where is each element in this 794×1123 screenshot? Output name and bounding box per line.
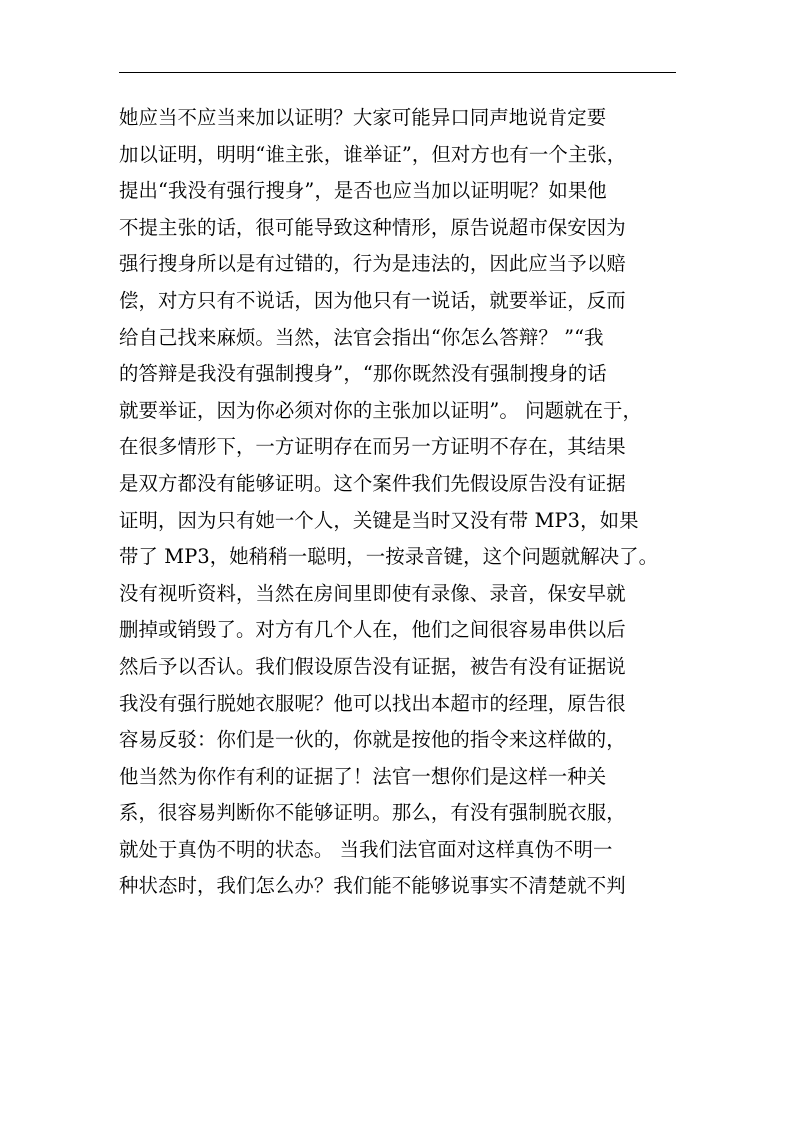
text-line: 不提主张的话，很可能导致这种情形，原告说超市保安因为 (119, 215, 626, 239)
text-line: 没有视听资料，当然在房间里即使有录像、录音，保安早就 (119, 581, 626, 605)
text-line: 偿，对方只有不说话，因为他只有一说话，就要举证，反而 (119, 288, 626, 312)
text-line: 加以证明，明明“谁主张，谁举证”，但对方也有一个主张， (119, 142, 627, 166)
text-line: 强行搜身所以是有过错的，行为是违法的，因此应当予以赔 (119, 252, 626, 276)
text-line: 在很多情形下，一方证明存在而另一方证明不存在，其结果 (119, 435, 626, 459)
text-line: 提出“我没有强行搜身”，是否也应当加以证明呢？如果他 (119, 179, 607, 203)
text-line: 种状态时，我们怎么办？我们能不能够说事实不清楚就不判 (119, 874, 626, 898)
body-text (119, 100, 681, 905)
text-line: 就要举证，因为你必须对你的主张加以证明”。 问题就在于， (119, 398, 643, 422)
text-line: 她应当不应当来加以证明？大家可能异口同声地说肯定要 (119, 106, 607, 129)
text-line: 他当然为你作有利的证据了！法官一想你们是这样一种关 (119, 764, 607, 788)
text-line: 就处于真伪不明的状态。 当我们法官面对这样真伪不明一 (119, 837, 613, 861)
header-rule (119, 72, 676, 73)
text-line: 是双方都没有能够证明。这个案件我们先假设原告没有证据 (119, 471, 626, 495)
text-line: 的答辩是我没有强制搜身”，“那你既然没有强制搜身的话 (119, 362, 607, 386)
text-line: 证明，因为只有她一个人，关键是当时又没有带 MP3，如果 (119, 508, 639, 532)
text-line: 容易反驳：你们是一伙的，你就是按他的指令来这样做的， (119, 728, 626, 752)
text-line: 然后予以否认。我们假设原告没有证据，被告有没有证据说 (119, 654, 626, 678)
text-line: 给自己找来麻烦。当然，法官会指出“你怎么答辩？ ”“我 (119, 325, 604, 349)
text-line: 带了 MP3，她稍稍一聪明，一按录音键，这个问题就解决了。 (119, 545, 659, 569)
text-line: 我没有强行脱她衣服呢？他可以找出本超市的经理，原告很 (119, 691, 626, 715)
text-line: 系，很容易判断你不能够证明。那么，有没有强制脱衣服， (119, 801, 626, 825)
text-line: 删掉或销毁了。对方有几个人在，他们之间很容易串供以后 (119, 618, 626, 642)
